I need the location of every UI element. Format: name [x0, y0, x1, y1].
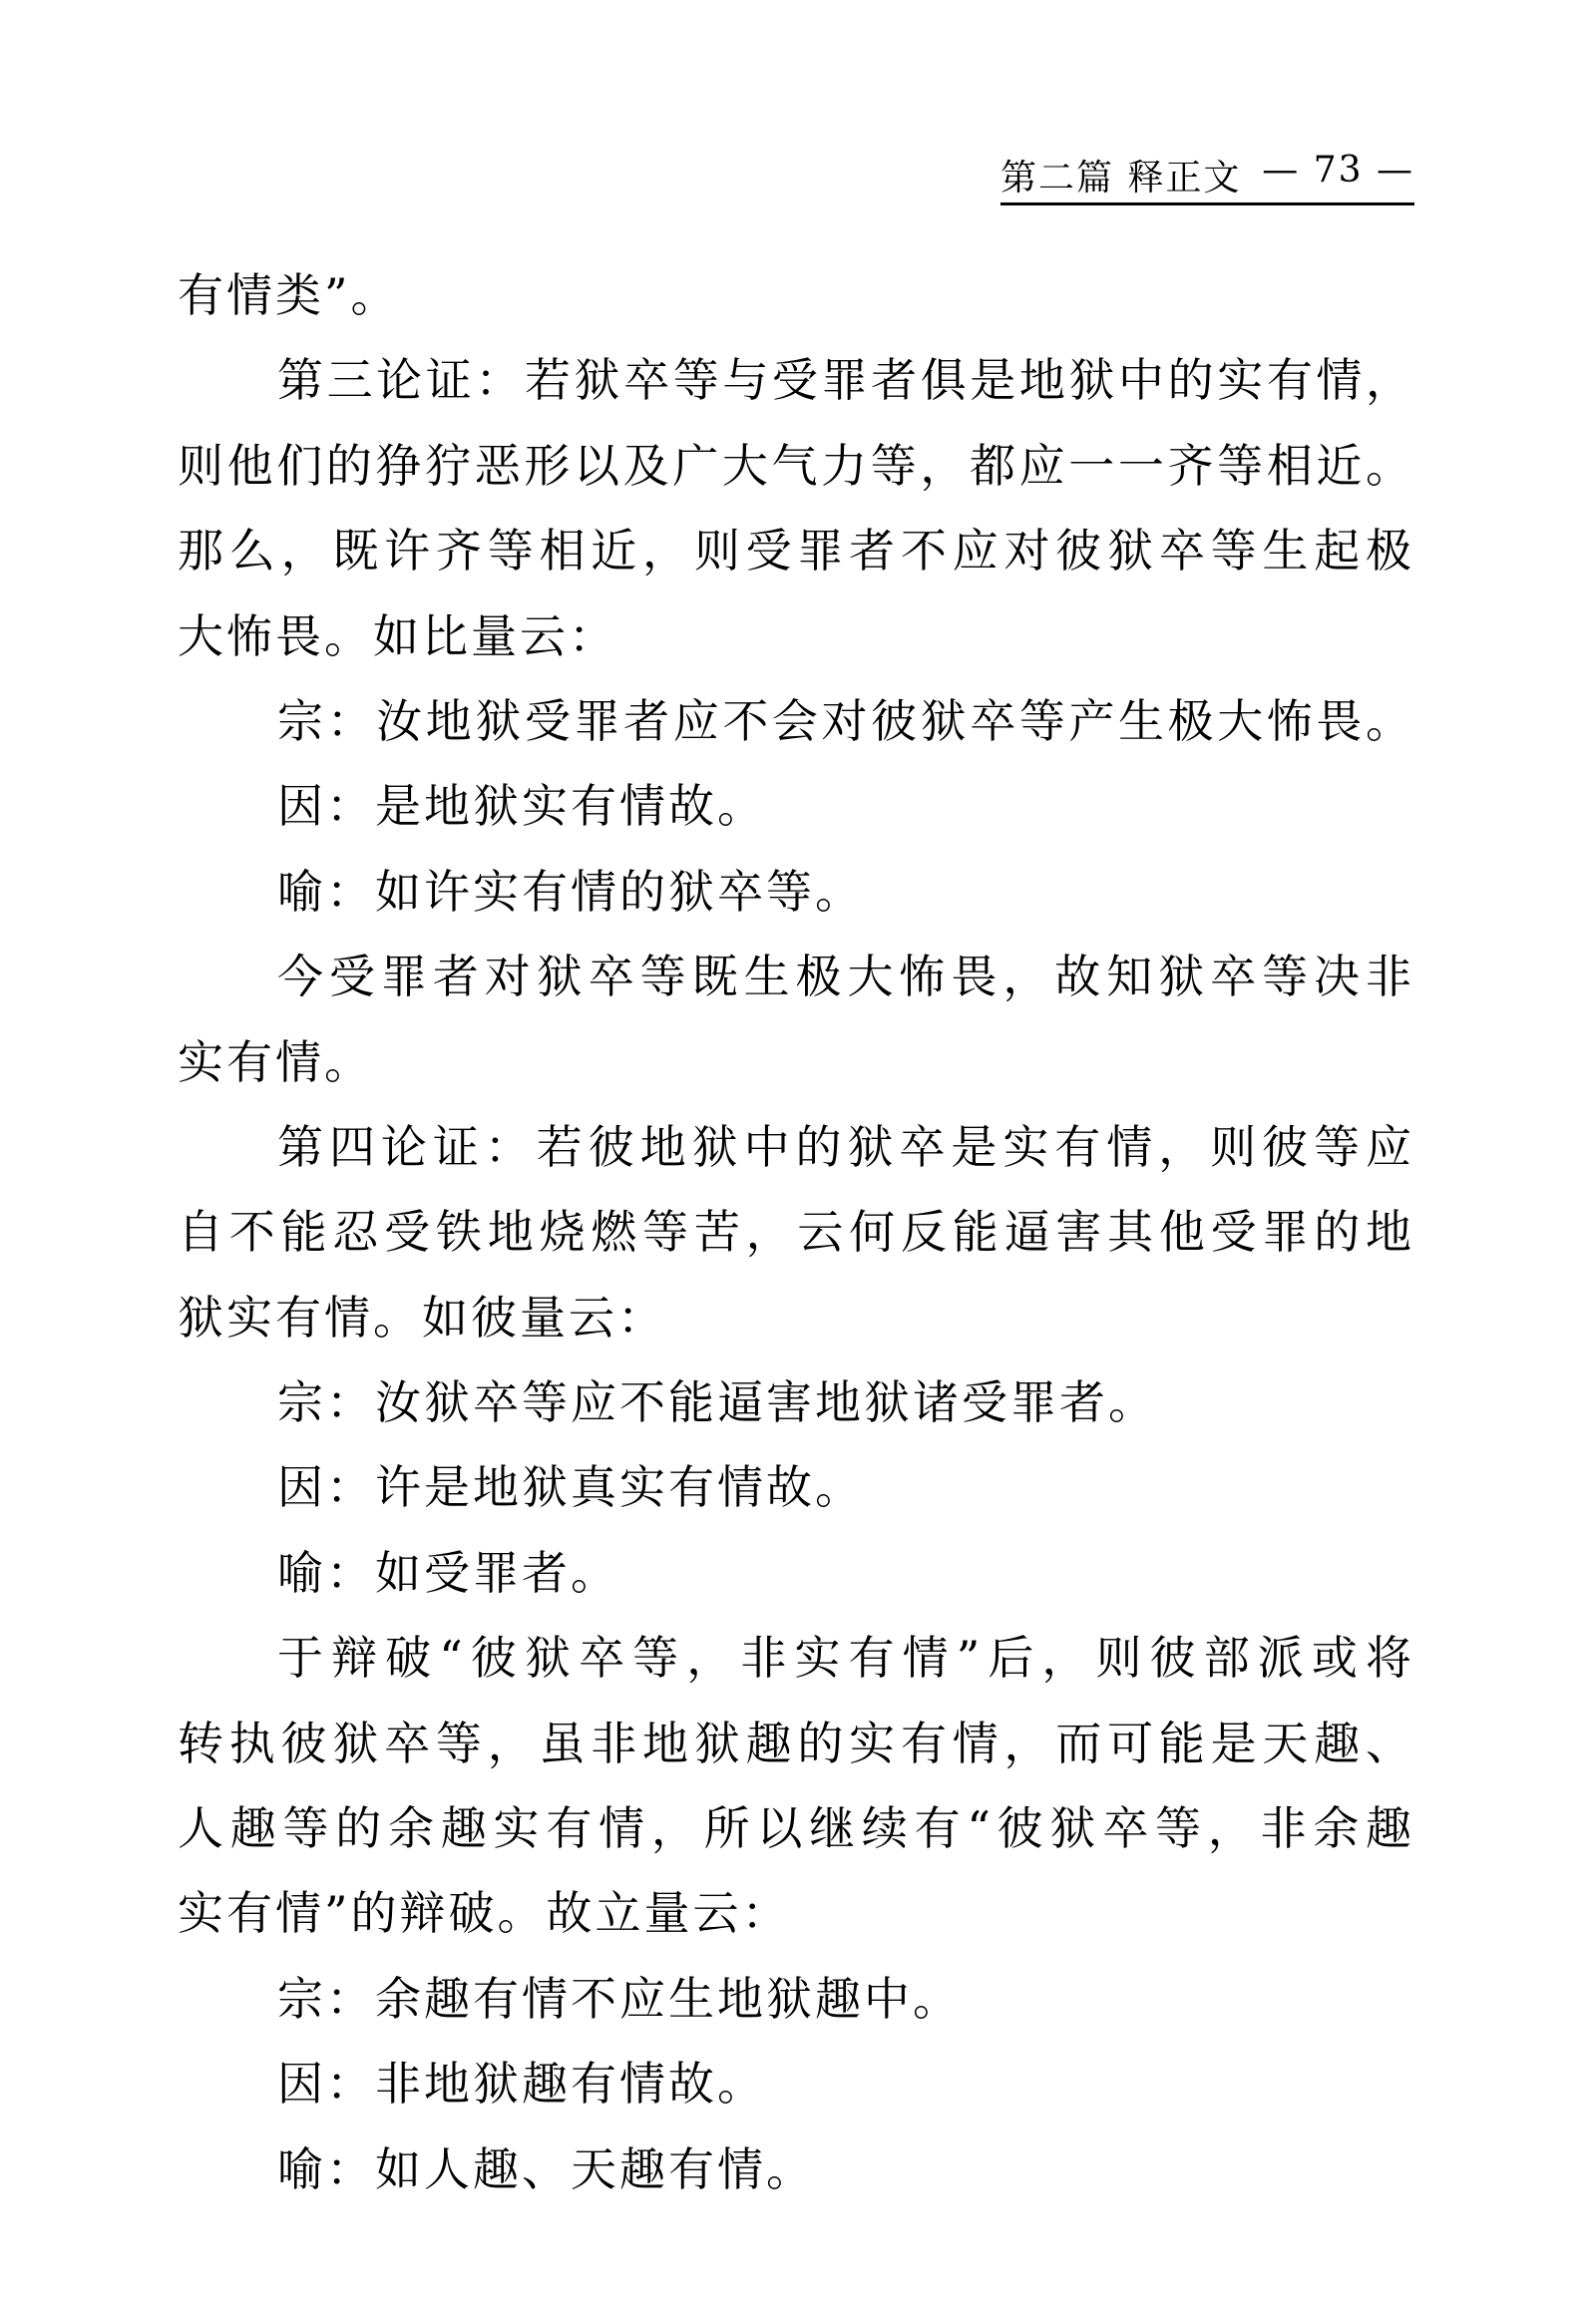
- text-line: 喻：如人趣、天趣有情。: [277, 2141, 815, 2196]
- text-line: 因：是地狱实有情故。: [277, 779, 766, 834]
- running-header: [1000, 150, 1414, 199]
- text-line: 宗：汝狱卒等应不能逼害地狱诸受罪者。: [277, 1375, 1157, 1430]
- page-body: [178, 253, 1414, 2212]
- chapter-title: 第二篇 释正文: [1000, 158, 1242, 198]
- text-line: 于辩破“彼狱卒等，非实有情”后，则彼部派或将: [277, 1631, 1414, 1686]
- text-line: 喻：如许实有情的狱卒等。: [277, 864, 864, 919]
- text-line: 有情类”。: [178, 268, 400, 322]
- text-line: 则他们的狰狞恶形以及广大气力等，都应一一齐等相近。: [178, 438, 1414, 493]
- text-line: 实有情”的辩破。故立量云：: [178, 1886, 791, 1941]
- text-line: 宗：余趣有情不应生地狱趣中。: [277, 1971, 962, 2026]
- text-line: 因：非地狱趣有情故。: [277, 2057, 766, 2112]
- text-line: 第四论证：若彼地狱中的狱卒是实有情，则彼等应: [277, 1119, 1414, 1174]
- text-line: 狱实有情。如彼量云：: [178, 1290, 666, 1345]
- text-line: 宗：汝地狱受罪者应不会对彼狱卒等产生极大怖畏。: [277, 693, 1414, 748]
- text-line: 今受罪者对狱卒等既生极大怖畏，故知狱卒等决非: [277, 950, 1414, 1004]
- header-rule: [1000, 202, 1414, 205]
- text-line: 喻：如受罪者。: [277, 1545, 619, 1600]
- text-line: 那么，既许齐等相近，则受罪者不应对彼狱卒等生起极: [178, 524, 1414, 578]
- text-line: 第三论证：若狱卒等与受罪者俱是地狱中的实有情，: [277, 353, 1414, 408]
- text-line: 自不能忍受铁地烧燃等苦，云何反能逼害其他受罪的地: [178, 1205, 1414, 1260]
- text-line: 转执彼狱卒等，虽非地狱趣的实有情，而可能是天趣、: [178, 1716, 1414, 1770]
- page-number: — 73 —: [1262, 150, 1414, 191]
- text-line: 因：许是地狱真实有情故。: [277, 1460, 864, 1515]
- text-line: 实有情。: [178, 1034, 373, 1089]
- text-line: 人趣等的余趣实有情，所以继续有“彼狱卒等，非余趣: [178, 1801, 1414, 1856]
- text-line: 大怖畏。如比量云：: [178, 608, 617, 663]
